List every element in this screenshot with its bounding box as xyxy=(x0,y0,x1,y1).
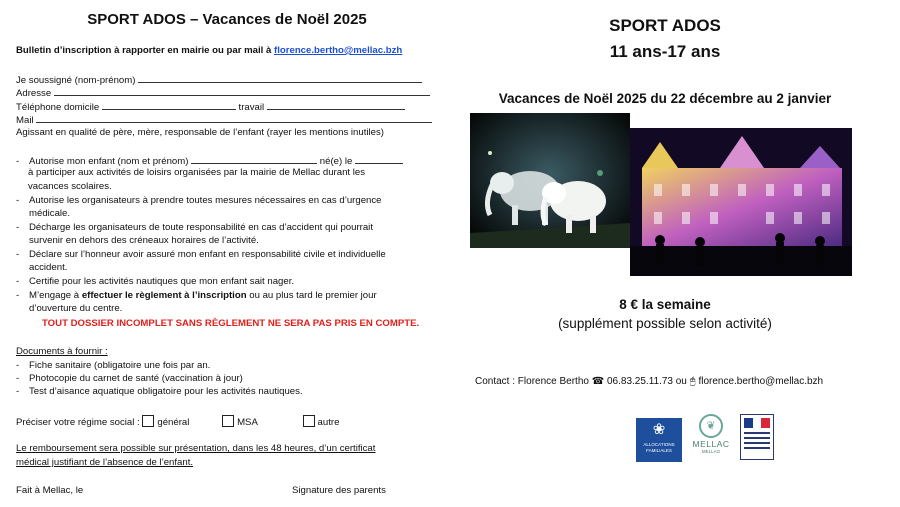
regime-general-checkbox[interactable] xyxy=(142,415,154,427)
mellac-logo xyxy=(689,414,733,462)
elephant-lights-photo xyxy=(470,113,630,248)
form-title: SPORT ADOS – Vacances de Noël 2025 xyxy=(87,11,367,28)
mellac-logo-subtext: MELLAG xyxy=(701,449,721,454)
french-flag-icon xyxy=(744,418,770,428)
signature-label: Signature des parents xyxy=(292,485,386,496)
phone-icon: ☎ xyxy=(591,376,605,387)
child-name-line[interactable] xyxy=(191,154,317,164)
contact-line: Contact : Florence Bertho ☎ 06.83.25.11.73 ou 🖰 florence.bertho@mellac.bzh xyxy=(475,376,824,387)
intro-email-link[interactable]: florence.bertho@mellac.bzh xyxy=(274,45,403,56)
caf-family-icon: ❀ xyxy=(652,421,666,438)
mouse-icon: 🖰 xyxy=(689,376,696,387)
leaf-icon: ❦ xyxy=(699,414,723,438)
item-text: vacances scolaires. xyxy=(28,181,112,192)
item-authorize-child: - Autorise mon enfant (nom et prénom) né(e) le xyxy=(16,154,403,169)
field-work-line[interactable] xyxy=(267,100,405,110)
caf-logo-text: ALLOCATIONS FAMILIALES xyxy=(643,442,675,453)
documents-heading: Documents à fournir : xyxy=(16,346,108,357)
regime-row: Préciser votre régime social : général MSA autre xyxy=(16,417,340,428)
item-text: médicale. xyxy=(29,208,71,219)
child-birthdate-line[interactable] xyxy=(355,154,403,164)
doc-item: - Photocopie du carnet de santé (vaccination à jour) xyxy=(16,373,243,384)
poster-price-note: (supplément possible selon activité) xyxy=(558,316,772,331)
item-authorize-organizers: - Autorise les organisateurs à prendre toutes mesures nécessaires en cas d’urgence xyxy=(16,195,382,206)
item-insurance: - Déclare sur l’honneur avoir assuré mon enfant en responsabilité civile et individuelle xyxy=(16,249,386,260)
item-text: d’ouverture du centre. xyxy=(29,303,123,314)
refund-line-1: Le remboursement sera possible sur présentation, dans les 48 heures, d’un certificat xyxy=(16,443,376,454)
item-text: à participer aux activités de loisirs organisées par la mairie de Mellac durant les xyxy=(28,167,366,178)
poster-title: SPORT ADOS xyxy=(609,16,721,35)
item-payment: - M’engage à effectuer le règlement à l’inscription ou au plus tard le premier jour xyxy=(16,290,377,301)
field-mail-line[interactable] xyxy=(36,113,432,123)
field-mail: Mail xyxy=(16,113,432,128)
warning-text: TOUT DOSSIER INCOMPLET SANS RÈGLEMENT NE SERA PAS PRIS EN COMPTE. xyxy=(42,318,420,329)
field-address-line[interactable] xyxy=(54,86,430,96)
done-at: Fait à Mellac, le xyxy=(16,485,84,496)
contact-email[interactable]: florence.bertho@mellac.bzh xyxy=(698,376,824,387)
item-text: accident. xyxy=(29,262,68,273)
field-address: Adresse xyxy=(16,86,430,101)
republique-francaise-logo xyxy=(740,414,774,460)
mellac-logo-text: MELLAC xyxy=(692,439,730,449)
doc-item: - Fiche sanitaire (obligatoire une fois par an. xyxy=(16,360,211,371)
field-phone: Téléphone domicile travail xyxy=(16,100,405,115)
field-name-line[interactable] xyxy=(138,73,422,83)
field-phone-line[interactable] xyxy=(102,100,236,110)
poster-price: 8 € la semaine xyxy=(619,297,711,312)
refund-line-2: médical justifiant de l’absence de l’enfant. xyxy=(16,457,194,468)
castle-lights-photo xyxy=(630,128,852,276)
form-intro: Bulletin d’inscription à rapporter en mairie ou par mail à florence.bertho@mellac.bzh xyxy=(16,45,403,56)
doc-item: - Test d’aisance aquatique obligatoire pour les activités nautiques. xyxy=(16,386,303,397)
regime-autre-checkbox[interactable] xyxy=(303,415,315,427)
poster-dates: Vacances de Noël 2025 du 22 décembre au 2 janvier xyxy=(498,91,832,106)
caf-logo xyxy=(636,418,682,462)
item-swim: - Certifie pour les activités nautiques que mon enfant sait nager. xyxy=(16,276,295,287)
regime-msa-checkbox[interactable] xyxy=(222,415,234,427)
poster-age: 11 ans-17 ans xyxy=(609,42,721,61)
item-discharge: - Décharge les organisateurs de toute responsabilité en cas d’accident qui pourrait xyxy=(16,222,373,233)
field-name: Je soussigné (nom-prénom) xyxy=(16,73,422,88)
acting-as: Agissant en qualité de père, mère, responsable de l’enfant (rayer les mentions inutiles) xyxy=(16,127,384,138)
item-text: survenir en dehors des créneaux horaires de l’activité. xyxy=(29,235,259,246)
